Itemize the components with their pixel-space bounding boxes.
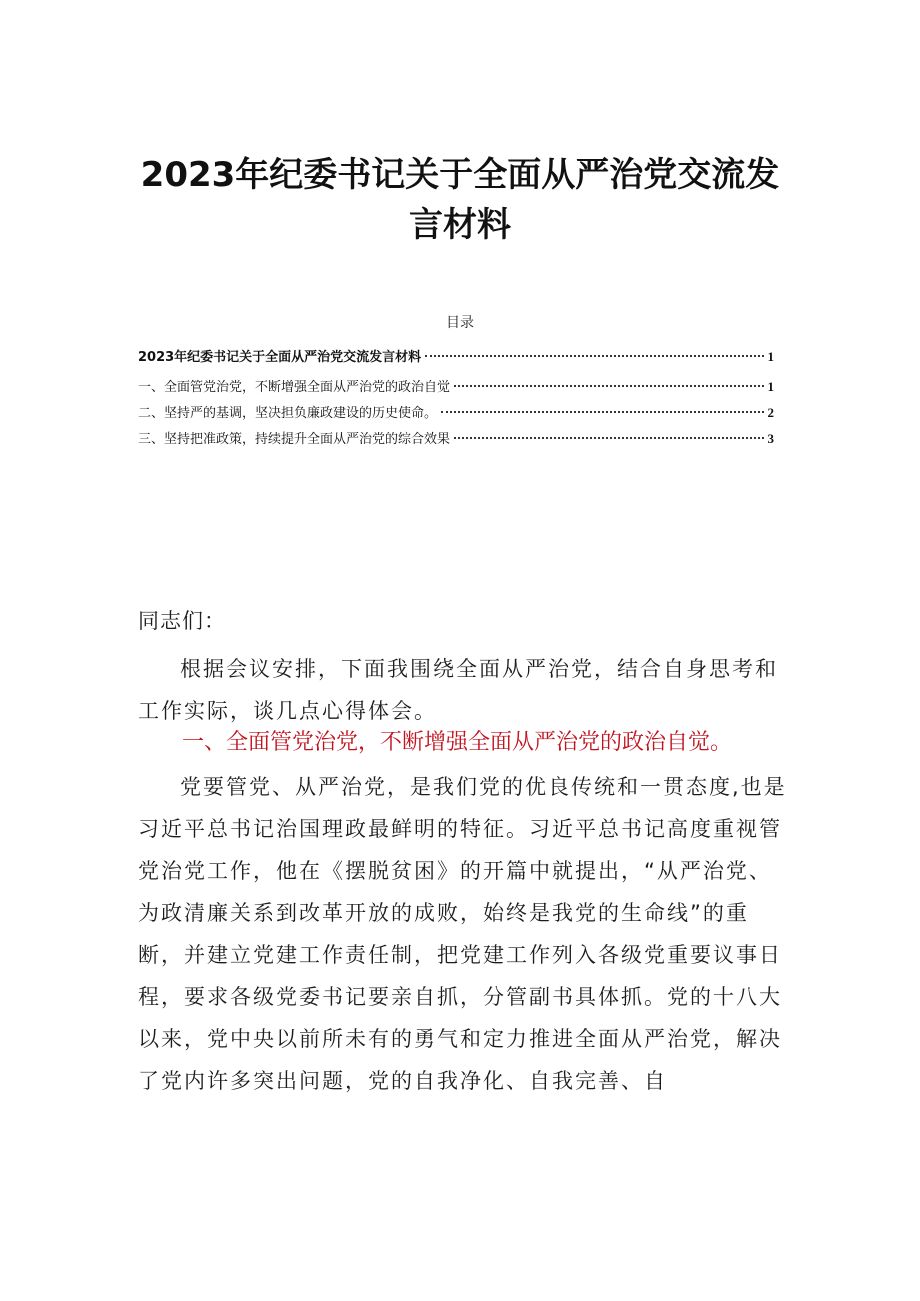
toc-entry-page: 2 xyxy=(767,405,774,420)
toc-dot-leader xyxy=(425,355,763,357)
toc-entry[interactable] xyxy=(138,400,774,426)
toc-heading: 目录 xyxy=(446,315,474,331)
intro-text: 根据会议安排，下面我围绕全面从严治党，结合自身思考和工作实际，谈几点心得体会。 xyxy=(138,657,778,723)
greeting xyxy=(138,600,790,642)
toc-entry-label: 一、全面管党治党，不断增强全面从严治党的政治自觉 xyxy=(138,380,451,395)
toc-entry-label: 2023年纪委书记关于全面从严治党交流发言材料 xyxy=(138,350,422,365)
document-title-line-2: 言材料 xyxy=(409,205,511,245)
toc-entry[interactable] xyxy=(138,344,774,370)
toc-entry-label: 三、坚持把准政策，持续提升全面从严治党的综合效果 xyxy=(138,432,451,447)
greeting-text: 同志们： xyxy=(138,609,226,633)
toc-entry-page: 1 xyxy=(767,379,774,394)
toc-entry-page: 3 xyxy=(767,431,774,446)
toc-entry[interactable] xyxy=(138,374,774,400)
toc-entry-page: 1 xyxy=(767,349,774,364)
toc-dot-leader xyxy=(454,385,763,387)
toc-entry-label: 二、坚持严的基调，坚决担负廉政建设的历史使命。 xyxy=(138,406,438,421)
toc-dot-leader xyxy=(441,411,763,413)
table-of-contents xyxy=(138,344,774,452)
toc-entry[interactable] xyxy=(138,426,774,452)
document-title-line-1: 2023年纪委书记关于全面从严治党交流发 xyxy=(140,155,780,195)
section-1-paragraph xyxy=(138,766,790,1102)
section-1-heading: 一、全面管党治党，不断增强全面从严治党的政治自觉。 xyxy=(182,730,733,755)
section-1-text: 党要管党、从严治党，是我们党的优良传统和一贯态度,也是习近平总书记治国理政最鲜明的特征。习近平总书记高度重视管党治党工作，他在《摆脱贫困》的开篇中就提出，“从严治党、为政清廉关系到改革开放的成败，始终是我党的生命线”的重断，并建立党建工作责任制，把党建工作列入各级党重要议事日程，要求各级党委书记要亲自抓，分管副书具体抓。党的十八大以来，党中央以前所未有的勇气和定力推进全面从严治党，解决了党内许多突出问题，党的自我净化、自我完善、自 xyxy=(138,775,787,1093)
toc-dot-leader xyxy=(454,437,763,439)
